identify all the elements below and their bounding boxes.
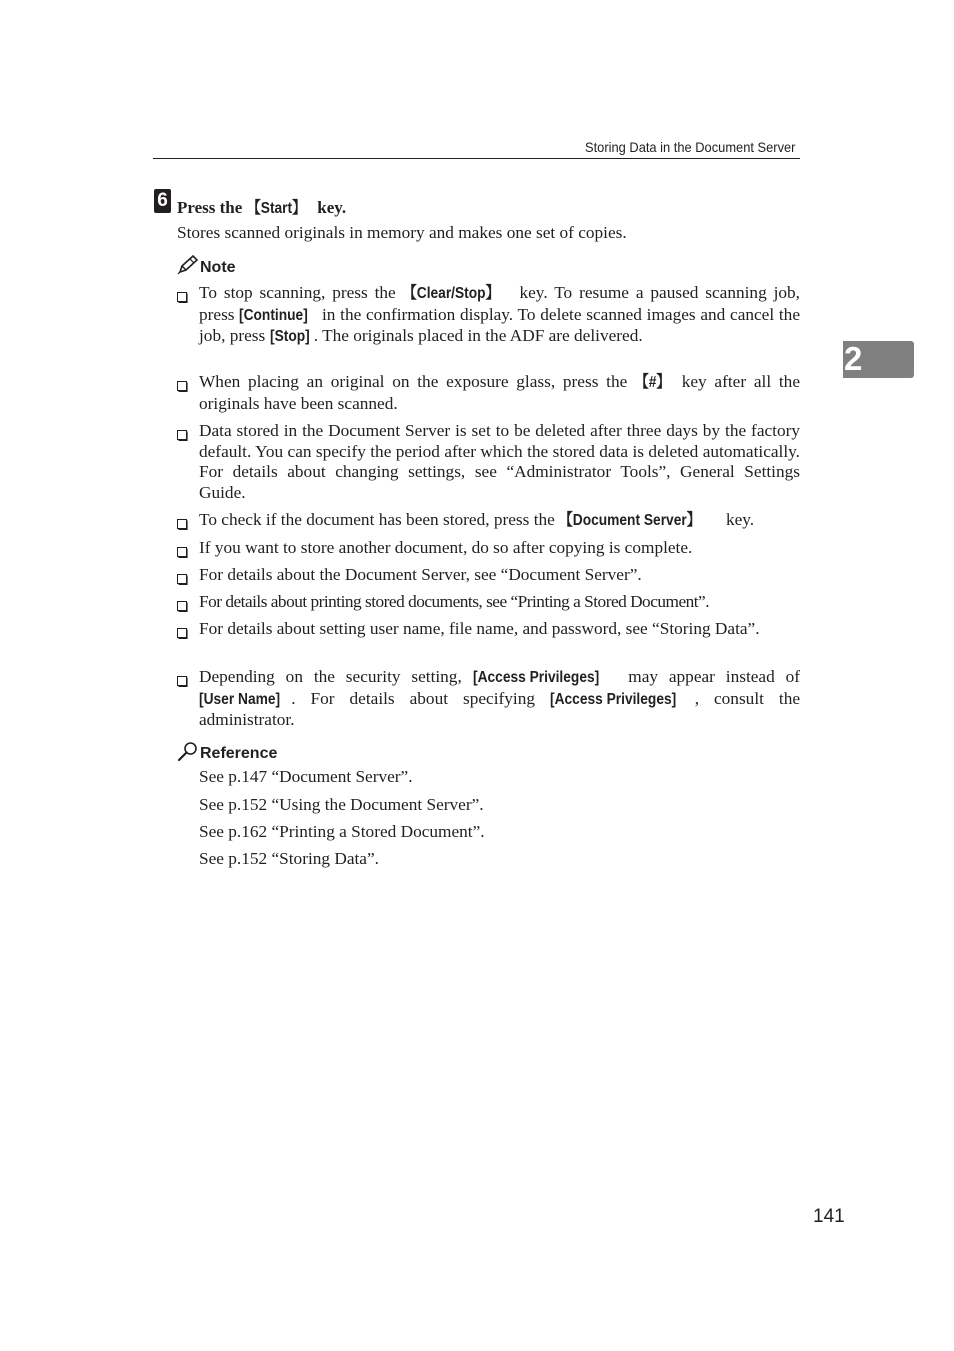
continue-key-label: [Continue] — [239, 306, 309, 324]
note-item — [177, 619, 800, 640]
note-text: To check if the document has been stored, press the — [199, 510, 560, 529]
note-text: For details about printing stored documents, see “Printing a Stored Document”. — [199, 592, 710, 611]
step-title-suffix: key. — [313, 198, 347, 217]
note-item — [177, 421, 800, 504]
checkbox-bullet-icon — [177, 624, 188, 635]
note-text: may appear instead of — [617, 667, 800, 686]
note-text: in the confirmation display. To delete scanned images and cancel the job, press — [199, 304, 800, 346]
clear-stop-key-label: 【Clear/Stop】 — [402, 285, 499, 302]
step-number-badge: 6 — [154, 189, 171, 213]
access-privileges-key-label: [Access Privileges] — [549, 690, 677, 708]
reference-item: See p.152 “Storing Data”. — [199, 849, 379, 868]
note-item — [177, 667, 800, 731]
checkbox-bullet-icon — [177, 570, 188, 581]
reference-heading — [200, 745, 277, 763]
note-text: For details about the Document Server, see “Document Server”. — [199, 565, 642, 584]
hash-key-label: 【#】 — [635, 374, 671, 391]
start-key-label: 【Start】 — [246, 200, 306, 217]
reference-heading-label: Reference — [200, 745, 278, 762]
step-title — [177, 195, 346, 218]
checkbox-bullet-icon — [177, 597, 188, 608]
note-heading-label: Note — [200, 259, 236, 276]
magnifier-icon — [177, 741, 199, 768]
checkbox-bullet-icon — [177, 426, 188, 437]
checkbox-bullet-icon — [177, 288, 188, 299]
note-item — [177, 565, 800, 586]
step-title-text: Press the — [177, 198, 247, 217]
running-header: Storing Data in the Document Server — [585, 139, 796, 155]
note-text: Data stored in the Document Server is set to be deleted after three days by the factory default. You can specify the period after which the stored data is deleted automatically. For details about changing settings, see “Administrator Tools”, General Settings Guide. — [199, 421, 800, 503]
note-text: key. To resume a paused scanning job, press — [199, 283, 800, 324]
note-text: . The originals placed in the ADF are delivered. — [313, 326, 643, 346]
note-heading — [200, 259, 236, 277]
reference-item: See p.152 “Using the Document Server”. — [199, 795, 484, 814]
checkbox-bullet-icon — [177, 515, 188, 526]
note-text: . For details about specifying — [291, 688, 550, 708]
step-description: Stores scanned originals in memory and makes one set of copies. — [177, 223, 627, 242]
note-text: , consult the administrator. — [199, 688, 800, 730]
note-text: Depending on the security setting, — [199, 667, 473, 686]
note-text: To stop scanning, press the — [199, 283, 403, 302]
checkbox-bullet-icon — [177, 543, 188, 554]
note-text: For details about setting user name, file name, and password, see “Storing Data”. — [199, 619, 760, 638]
note-item — [177, 510, 800, 532]
reference-item: See p.162 “Printing a Stored Document”. — [199, 822, 485, 841]
note-text: key. — [721, 510, 755, 529]
access-privileges-key-label: [Access Privileges] — [472, 669, 599, 686]
note-item — [177, 372, 800, 414]
pencil-icon — [177, 255, 199, 280]
note-text: key after all the originals have been scanned. — [199, 372, 800, 413]
stop-key-label: [Stop] — [269, 328, 310, 346]
reference-item: See p.147 “Document Server”. — [199, 767, 413, 786]
document-server-key-label: 【Document Server】 — [559, 512, 701, 529]
note-item — [177, 538, 800, 559]
checkbox-bullet-icon — [177, 672, 188, 683]
chapter-number: 2 — [844, 340, 863, 377]
user-name-key-label: [User Name] — [199, 690, 281, 708]
page-number: 141 — [813, 1206, 845, 1227]
note-text: If you want to store another document, do so after copying is complete. — [199, 538, 693, 557]
checkbox-bullet-icon — [177, 377, 188, 388]
note-text: When placing an original on the exposure glass, press the — [199, 372, 636, 391]
header-rule — [153, 158, 800, 159]
note-item — [177, 592, 800, 613]
note-item — [177, 283, 800, 348]
